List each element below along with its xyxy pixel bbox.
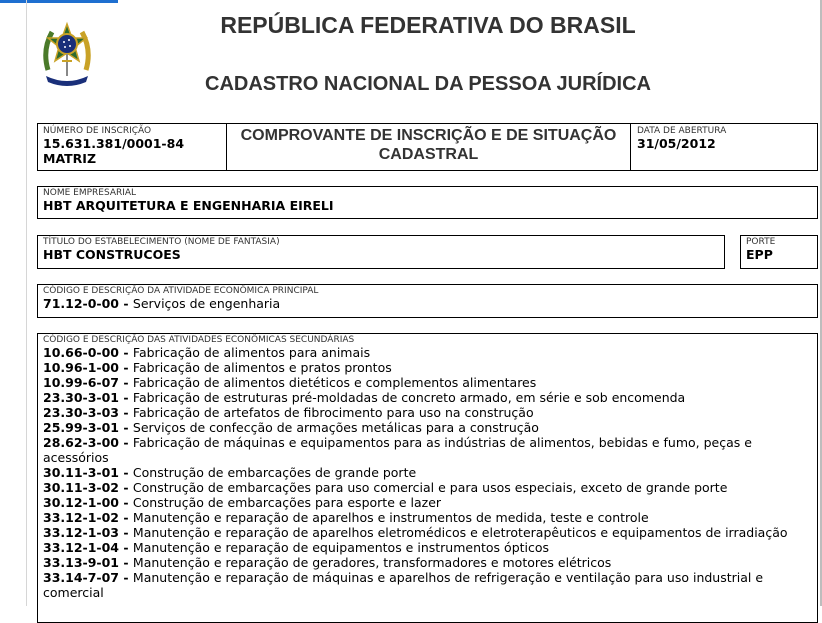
atividade-secundaria-item: 10.96-1-00 - Fabricação de alimentos e pratos prontos bbox=[43, 360, 392, 375]
atividade-secundaria-code: 23.30-3-03 bbox=[43, 405, 120, 420]
inscricao-tipo: MATRIZ bbox=[43, 151, 97, 166]
inscricao-label: NÚMERO DE INSCRIÇÃO bbox=[43, 126, 152, 136]
atividade-secundaria-code: 33.14-7-07 bbox=[43, 570, 120, 585]
atividade-secundaria-item: 30.11-3-01 - Construção de embarcações de grande porte bbox=[43, 465, 417, 480]
atividade-secundaria-code: 33.12-1-04 bbox=[43, 540, 120, 555]
atividade-secundaria-item: 33.12-1-03 - Manutenção e reparação de aparelhos eletromédicos e eletroterapêuticos e equipamentos de irradiação bbox=[43, 525, 788, 540]
atividade-secundaria-code: 10.66-0-00 bbox=[43, 345, 120, 360]
atividade-secundaria-item: 30.11-3-02 - Construção de embarcações para uso comercial e para usos especiais, exceto de grande porte bbox=[43, 480, 728, 495]
atividade-secundaria-code: 10.96-1-00 bbox=[43, 360, 120, 375]
atividade-secundaria-code: 33.13-9-01 bbox=[43, 555, 120, 570]
abertura-box bbox=[630, 123, 818, 171]
header-title: REPÚBLICA FEDERATIVA DO BRASIL bbox=[220, 12, 636, 38]
atividade-secundaria-code: 30.11-3-02 bbox=[43, 480, 120, 495]
atividade-secundaria-desc: Construção de embarcações para uso comercial e para usos especiais, exceto de grande porte bbox=[132, 480, 728, 495]
atividade-secundaria-desc: Manutenção e reparação de geradores, transformadores e motores elétricos bbox=[132, 555, 612, 570]
atividade-secundaria-item: 10.99-6-07 - Fabricação de alimentos dietéticos e complementos alimentares bbox=[43, 375, 537, 390]
atividade-secundaria-desc: Manutenção e reparação de aparelhos eletromédicos e eletroterapêuticos e equipamentos de irradiação bbox=[132, 525, 788, 540]
brazil-coat-of-arms-icon bbox=[40, 20, 94, 90]
atividade-secundaria-item: 28.62-3-00 - Fabricação de máquinas e equipamentos para as indústrias de alimentos, bebidas e fumo, peças e acessórios bbox=[43, 435, 752, 465]
comprovante-title-line2: CADASTRAL bbox=[378, 146, 479, 163]
atividade-principal-code: 71.12-0-00 bbox=[43, 296, 120, 311]
atividade-secundaria-desc: Fabricação de artefatos de fibrocimento para uso na construção bbox=[132, 405, 534, 420]
atividade-secundaria-desc: Fabricação de alimentos dietéticos e complementos alimentares bbox=[132, 375, 537, 390]
comprovante-title-line1: COMPROVANTE DE INSCRIÇÃO E DE SITUAÇÃO bbox=[240, 127, 617, 144]
atividade-secundaria-code: 30.12-1-00 bbox=[43, 495, 120, 510]
comprovante-box bbox=[226, 123, 631, 171]
atividade-secundaria-item: 23.30-3-03 - Fabricação de artefatos de fibrocimento para uso na construção bbox=[43, 405, 534, 420]
atividade-secundaria-item: 30.12-1-00 - Construção de embarcações para esporte e lazer bbox=[43, 495, 442, 510]
atividade-secundaria-code: 28.62-3-00 bbox=[43, 435, 120, 450]
atividade-secundaria-code: 33.12-1-03 bbox=[43, 525, 120, 540]
atividade-principal-label: CÓDIGO E DESCRIÇÃO DA ATIVIDADE ECONÔMICA PRINCIPAL bbox=[43, 286, 319, 296]
atividade-secundaria-item: 23.30-3-01 - Fabricação de estruturas pré-moldadas de concreto armado, em série e sob encomenda bbox=[43, 390, 686, 405]
atividade-principal-box bbox=[37, 284, 818, 318]
atividade-secundaria-desc: Construção de embarcações para esporte e lazer bbox=[132, 495, 442, 510]
abertura-label: DATA DE ABERTURA bbox=[637, 126, 727, 136]
browser-accent-bar bbox=[0, 0, 118, 3]
atividade-secundaria-desc: Manutenção e reparação de equipamentos e instrumentos ópticos bbox=[132, 540, 550, 555]
atividade-secundaria-code: 30.11-3-01 bbox=[43, 465, 120, 480]
atividade-secundaria-desc: Fabricação de alimentos e pratos prontos bbox=[132, 360, 392, 375]
nome-empresarial-label: NOME EMPRESARIAL bbox=[43, 188, 137, 198]
atividade-secundaria-code: 10.99-6-07 bbox=[43, 375, 120, 390]
nome-empresarial-box bbox=[37, 186, 818, 219]
atividade-secundaria-desc: Manutenção e reparação de aparelhos e instrumentos de medida, teste e controle bbox=[132, 510, 649, 525]
page-left-edge bbox=[26, 0, 27, 606]
porte-box bbox=[740, 235, 818, 269]
inscricao-box bbox=[37, 123, 227, 171]
atividade-secundaria-item: 33.13-9-01 - Manutenção e reparação de geradores, transformadores e motores elétricos bbox=[43, 555, 612, 570]
atividade-principal-line: 71.12-0-00 - Serviços de engenharia bbox=[43, 296, 281, 311]
atividade-secundaria-item: 25.99-3-01 - Serviços de confecção de armações metálicas para a construção bbox=[43, 420, 539, 435]
atividade-secundaria-desc: Serviços de confecção de armações metálicas para a construção bbox=[132, 420, 539, 435]
atividade-secundaria-item: 10.66-0-00 - Fabricação de alimentos para animais bbox=[43, 345, 371, 360]
fantasia-box bbox=[37, 235, 725, 269]
atividade-secundaria-desc: Manutenção e reparação de máquinas e aparelhos de refrigeração e ventilação para uso industrial e comercial bbox=[43, 570, 764, 600]
header-subtitle: CADASTRO NACIONAL DA PESSOA JURÍDICA bbox=[205, 73, 651, 95]
atividade-principal-desc: Serviços de engenharia bbox=[132, 296, 281, 311]
porte-value: EPP bbox=[746, 247, 773, 262]
inscricao-numero: 15.631.381/0001-84 bbox=[43, 136, 185, 151]
atividade-secundaria-item: 33.12-1-02 - Manutenção e reparação de aparelhos e instrumentos de medida, teste e controle bbox=[43, 510, 649, 525]
atividade-secundaria-item: 33.12-1-04 - Manutenção e reparação de equipamentos e instrumentos ópticos bbox=[43, 540, 550, 555]
atividade-secundaria-code: 23.30-3-01 bbox=[43, 390, 120, 405]
nome-empresarial-value: HBT ARQUITETURA E ENGENHARIA EIRELI bbox=[43, 198, 334, 213]
atividade-secundaria-desc: Construção de embarcações de grande porte bbox=[132, 465, 417, 480]
atividade-secundaria-desc: Fabricação de alimentos para animais bbox=[132, 345, 371, 360]
atividade-secundaria-item: 33.14-7-07 - Manutenção e reparação de máquinas e aparelhos de refrigeração e ventilação para uso industrial e comercial bbox=[43, 570, 764, 600]
atividade-secundaria-desc: Fabricação de máquinas e equipamentos para as indústrias de alimentos, bebidas e fumo, peças e acessórios bbox=[43, 435, 752, 465]
porte-label: PORTE bbox=[746, 237, 776, 247]
atividades-secundarias-box bbox=[37, 333, 818, 623]
atividade-secundaria-code: 25.99-3-01 bbox=[43, 420, 120, 435]
abertura-data: 31/05/2012 bbox=[637, 136, 716, 151]
atividade-secundaria-desc: Fabricação de estruturas pré-moldadas de concreto armado, em série e sob encomenda bbox=[132, 390, 686, 405]
atividades-secundarias-label: CÓDIGO E DESCRIÇÃO DAS ATIVIDADES ECONÔMICAS SECUNDÁRIAS bbox=[43, 335, 355, 345]
fantasia-value: HBT CONSTRUCOES bbox=[43, 247, 181, 262]
atividade-secundaria-code: 33.12-1-02 bbox=[43, 510, 120, 525]
fantasia-label: TÍTULO DO ESTABELECIMENTO (NOME DE FANTASIA) bbox=[43, 237, 280, 247]
atividades-secundarias-list bbox=[43, 345, 812, 600]
